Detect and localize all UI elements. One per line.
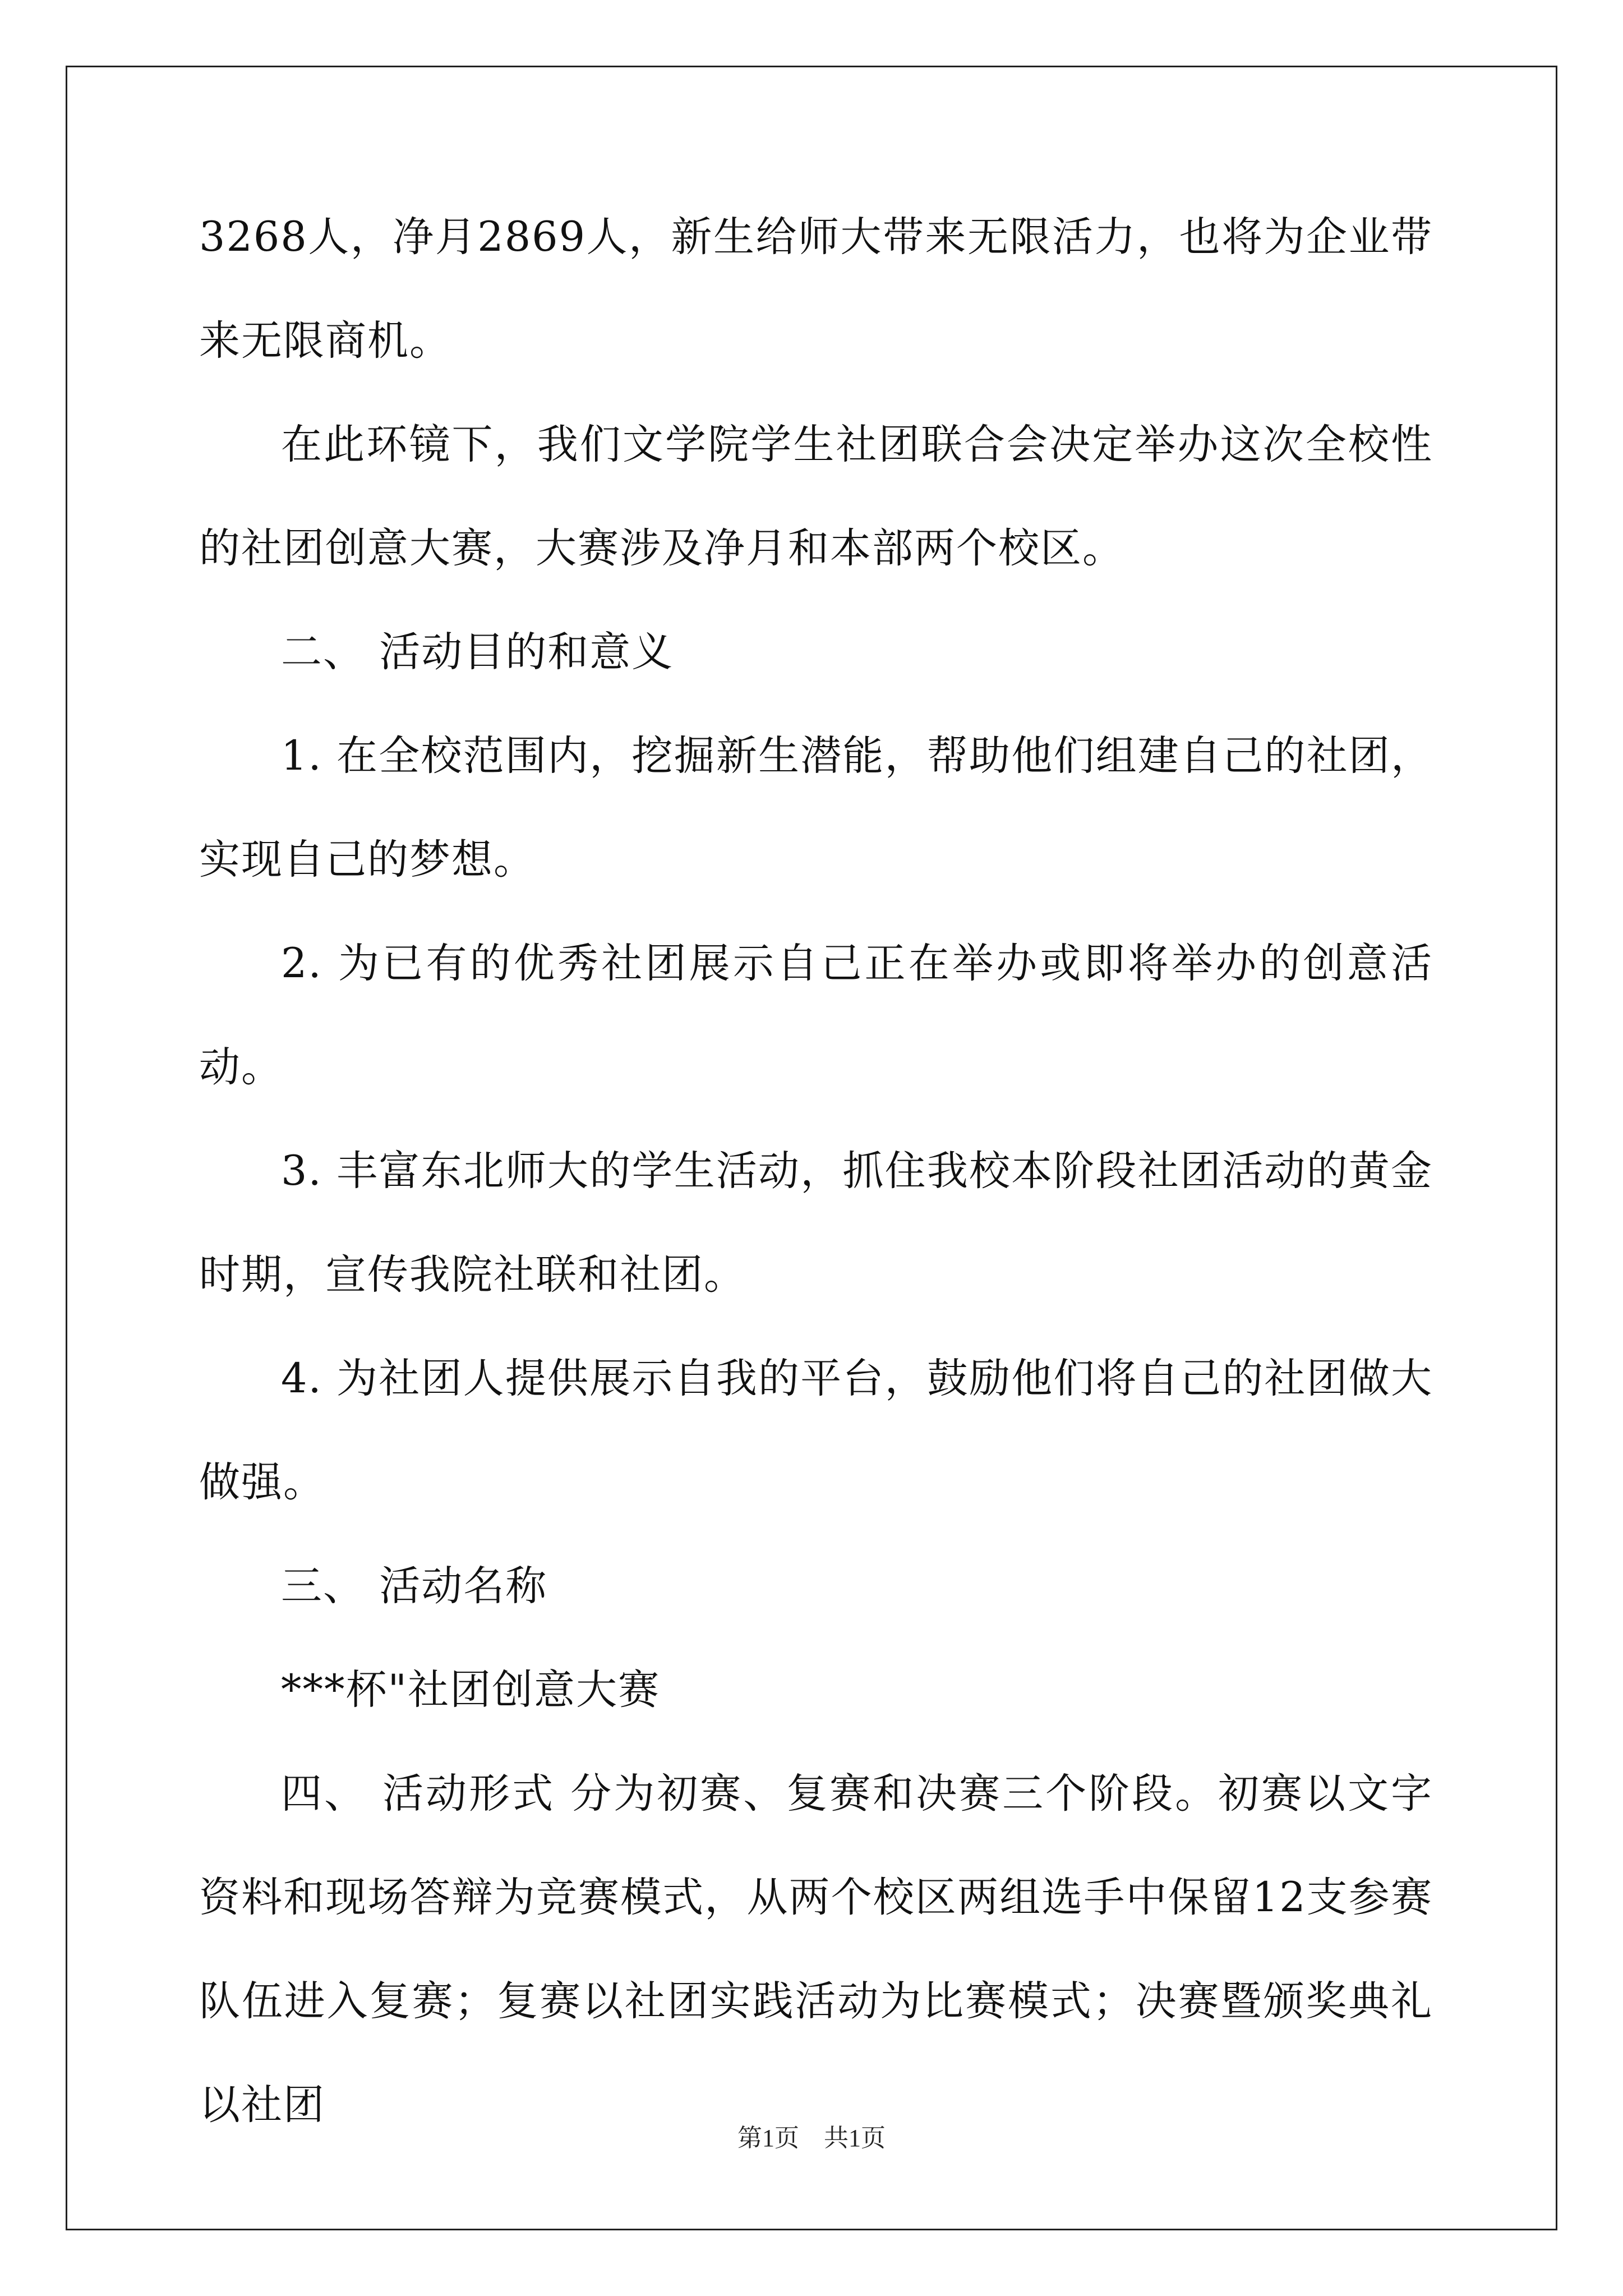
section-heading-3: 三、 活动名称 — [281, 1562, 548, 1610]
section-heading-4: 四、 活动形式 分为初赛、复赛和决赛三个阶段。初赛以文字资料和现场答辩为竞赛模式，从两个校区两组选手中保留12支参赛队伍进入复赛；复赛以社团实践活动为比赛模式；决赛暨颁奖典礼以社团 — [199, 1770, 1433, 2129]
activity-name: ***杯"社团创意大赛 — [281, 1666, 661, 1714]
list-item-4: 4. 为社团人提供展示自我的平台，鼓励他们将自己的社团做大做强。 — [199, 1355, 1433, 1506]
paragraph-1: 3268人，净月2869人，新生给师大带来无限活力，也将为企业带来无限商机。 — [199, 213, 1433, 365]
list-item-2: 2. 为已有的优秀社团展示自己正在举办或即将举办的创意活动。 — [199, 940, 1433, 1091]
list-item-1: 1. 在全校范围内，挖掘新生潜能，帮助他们组建自己的社团，实现自己的梦想。 — [199, 732, 1433, 884]
section-heading-2: 二、 活动目的和意义 — [281, 628, 674, 676]
paragraph-2: 在此环镜下，我们文学院学生社团联合会决定举办这次全校性的社团创意大赛，大赛涉及净月和本部两个校区。 — [199, 421, 1433, 572]
page-footer: 第1页 共1页 — [737, 2124, 886, 2152]
list-item-3: 3. 丰富东北师大的学生活动，抓住我校本阶段社团活动的黄金时期，宣传我院社联和社团。 — [199, 1147, 1433, 1299]
document-body — [199, 185, 1433, 2157]
